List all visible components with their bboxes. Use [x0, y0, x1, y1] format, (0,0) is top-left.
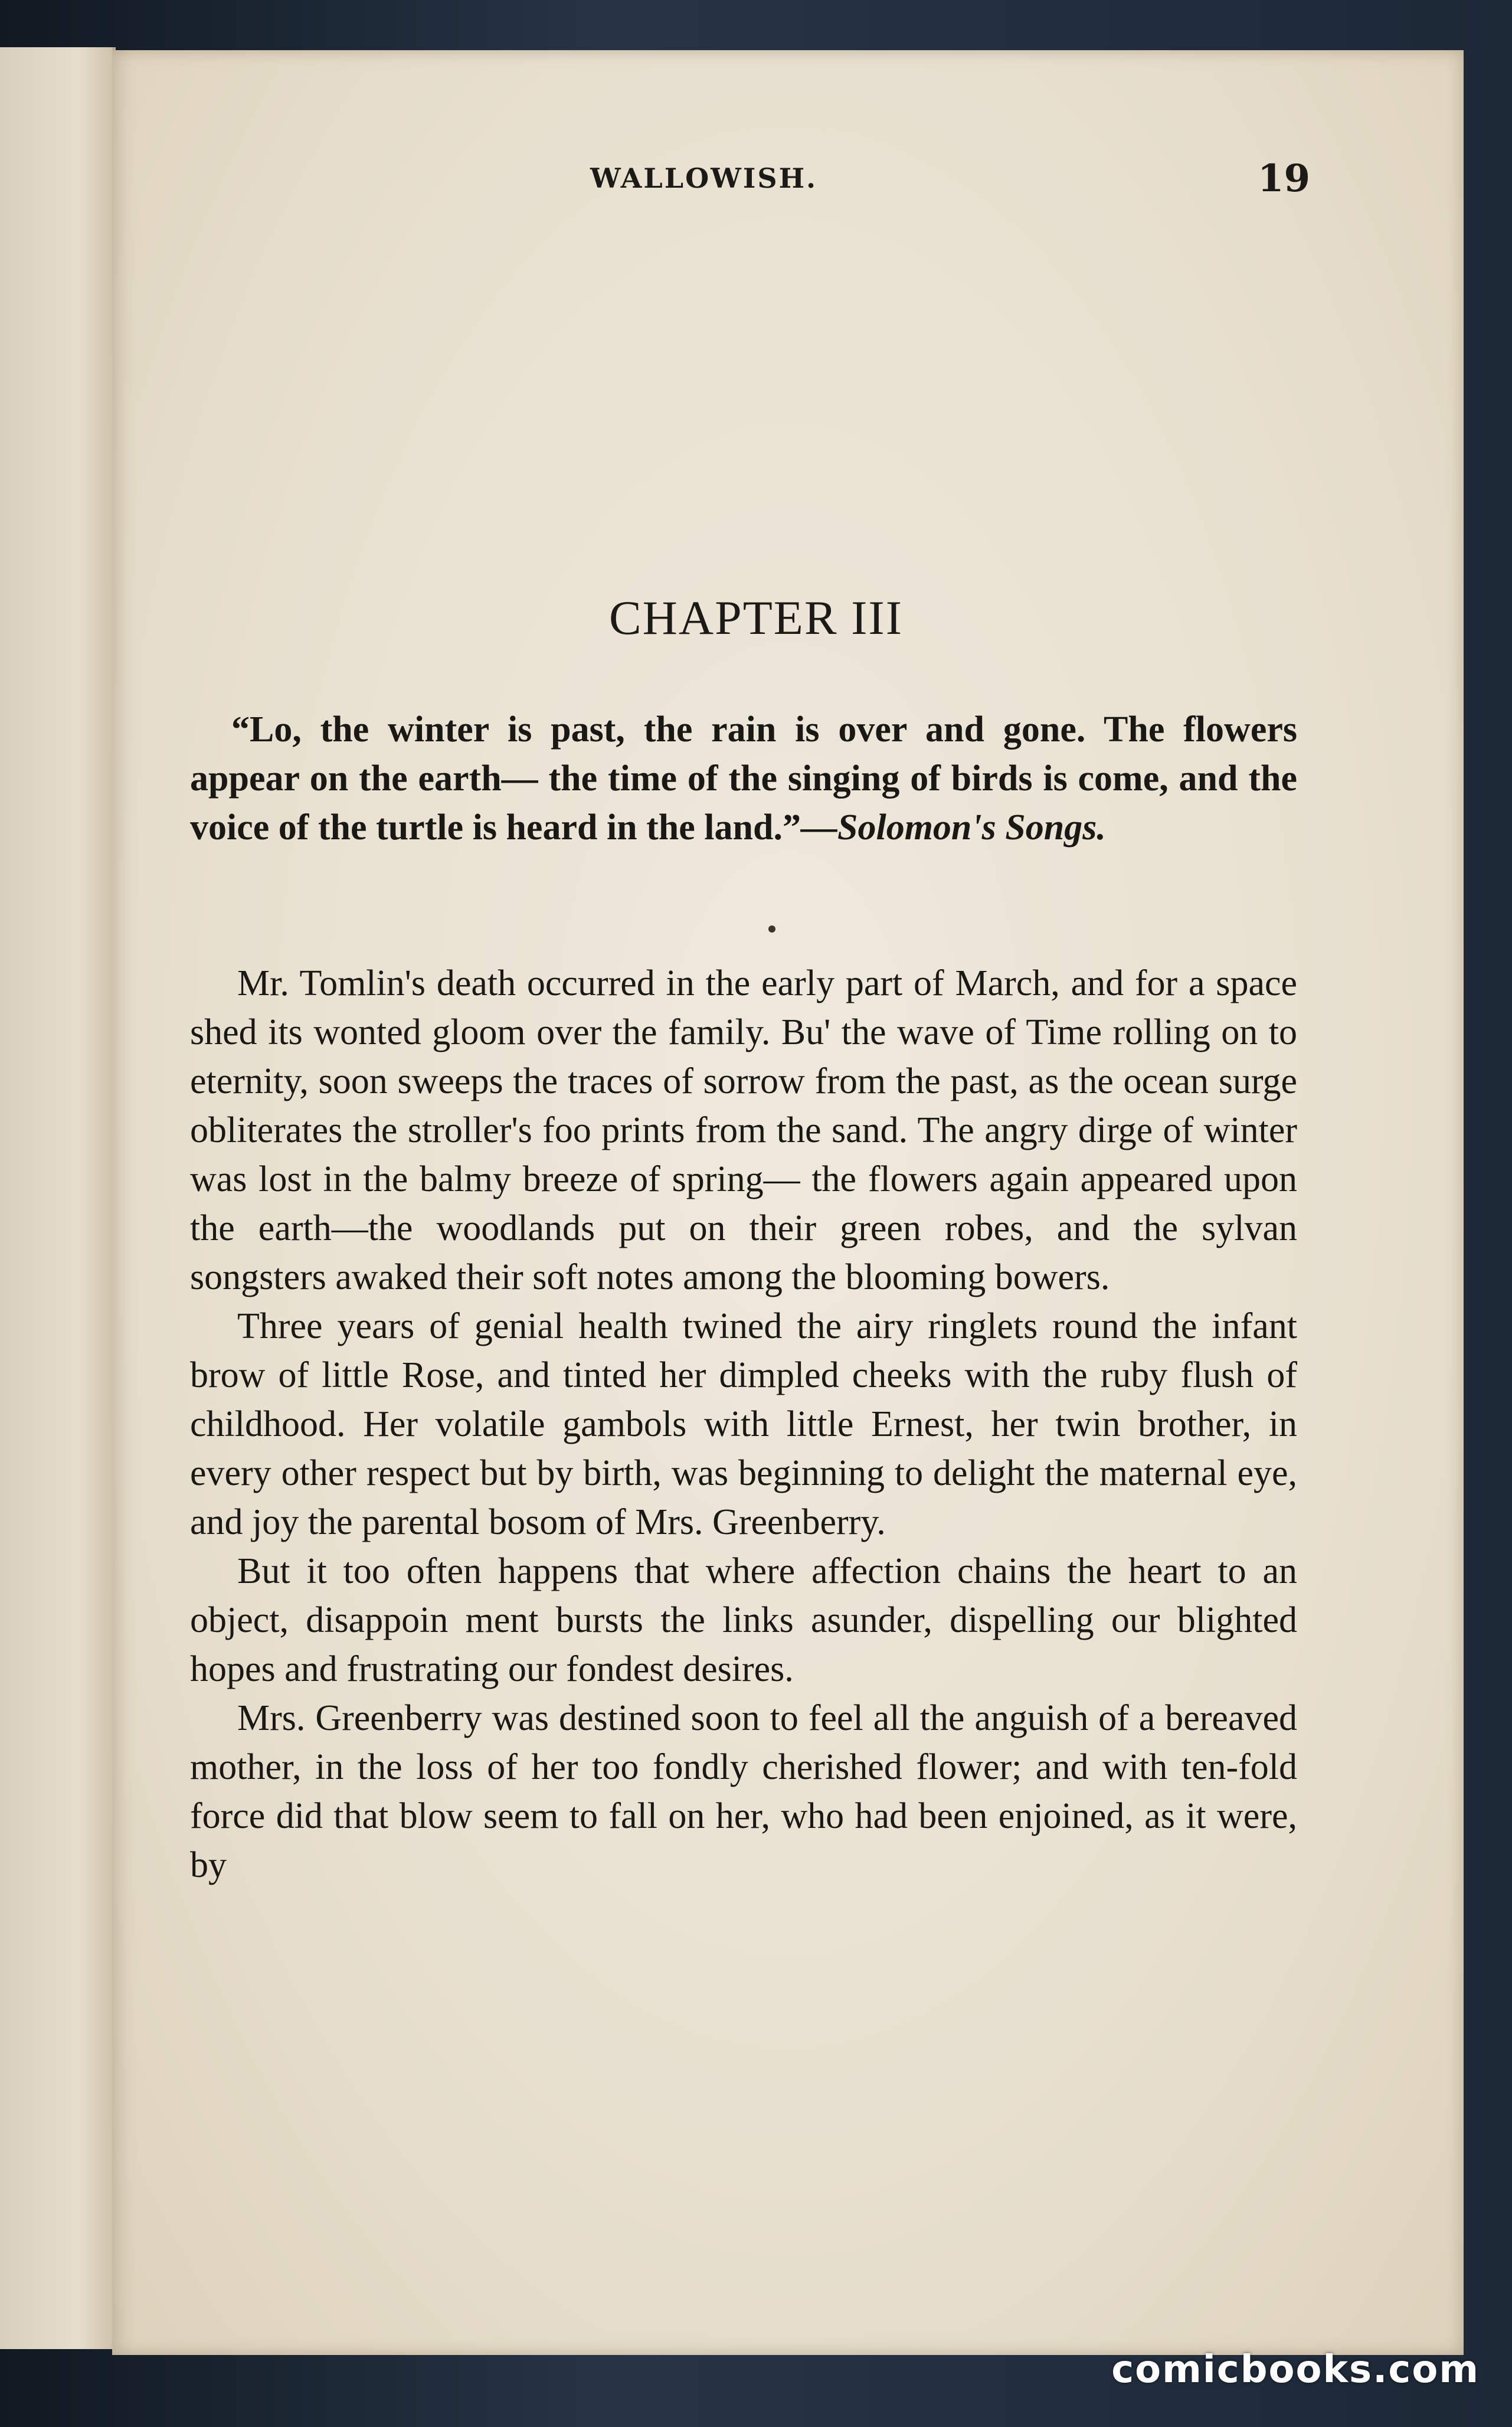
section-ornament [768, 925, 775, 933]
epigraph-attribution: —Solomon's Songs. [801, 807, 1106, 848]
watermark: comicbooks.com [1111, 2348, 1480, 2392]
page-header [590, 156, 1310, 204]
chapter-title: CHAPTER III [608, 591, 904, 645]
facing-page-edge [0, 47, 116, 2349]
paragraph: Mr. Tomlin's death occurred in the early part of March, and for a space shed its wonted gloom over the family. Bu' the wave of Time rolling on to eternity, soon sweeps the traces of sorrow from the past, as the ocean surge obliterates the stroller's foo prints from the sand. The angry dirge of winter was lost in the balmy breeze of spring— the flowers again appeared upon the earth—the woodlands put on their green robes, and the sylvan songsters awaked their soft notes among the blooming bowers. [190, 963, 1297, 1297]
page-number: 19 [1257, 156, 1310, 201]
epigraph [190, 705, 1297, 852]
paragraph: Three years of genial health twined the airy ringlets round the infant brow of little Rose, and tinted her dimpled cheeks with the ruby flush of childhood. Her volatile gambols with little Ernest, her twin brother, in every other respect but by birth, was beginning to delight the maternal eye, and joy the parental bosom of Mrs. Greenberry. [190, 1306, 1297, 1542]
epigraph-quote: “Lo, the winter is past, the rain is over and gone. The flowers appear on the earth— the time of the singing of birds is come, and the voice of the turtle is heard in the land.” [190, 709, 1297, 848]
paragraph: Mrs. Greenberry was destined soon to feel all the anguish of a bereaved mother, in the loss of her too fondly cherished flower; and with ten-fold force did that blow seem to fall on her, who had been enjoined, as it were, by [190, 1698, 1297, 1885]
running-title: WALLOWISH. [590, 162, 818, 194]
paragraph: But it too often happens that where affection chains the heart to an object, disappoin ment bursts the links asunder, dispelling our blighted hopes and frustrating our fondest desires. [190, 1551, 1297, 1689]
body-text [190, 959, 1297, 1890]
